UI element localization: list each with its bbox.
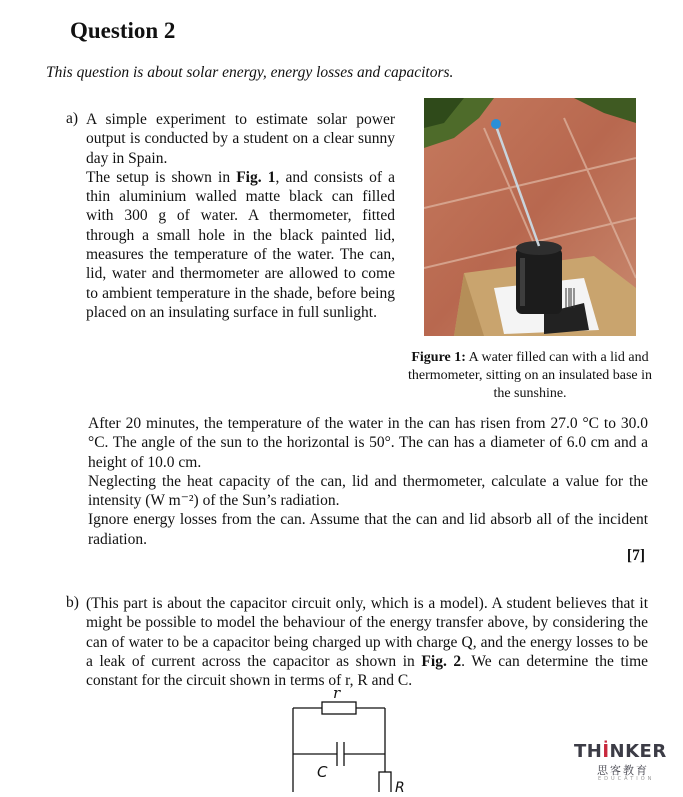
resistor-R-label: R: [395, 780, 405, 792]
figure-2-circuit: [285, 684, 425, 792]
part-a-sentence-1: A simple experiment to estimate solar power output is conducted by a student on a clear sunny day in Spain.: [86, 111, 395, 167]
question-title: Question 2: [70, 18, 176, 43]
logo-brand-accent: İ: [602, 741, 610, 762]
logo-chinese-text: 思客教育: [597, 764, 649, 777]
thinker-logo: [574, 741, 667, 762]
figure-1-caption: [408, 349, 652, 403]
part-b-text-2: . We can determine the time constant for the circuit shown in terms of r, R and C.: [86, 652, 649, 690]
part-b-text-1: (This part is about the capacitor circuit only, which is a model). A student believes that it might be possible to model the behaviour of the energy transfer above, by considering the can of water to be a capacitor being charged up with charge Q, and the energy losses to be a leak of current across the capacitor as shown in: [86, 595, 648, 670]
part-a-sentence-3: , and consists of a thin aluminium walled matte black can filled with 300 g of water. A thermometer, fitted through a small hole in the black painted lid, measures the temperature of the water. The can, lid, water and thermometer are allowed to come to ambient temperature in the shade, before being placed on an insulating surface in full sunlight.: [86, 168, 396, 321]
part-a-para-4: Ignore energy losses from the can. Assume that the can and lid absorb all of the incident radiation.: [88, 511, 648, 548]
capacitor-C-label: C: [317, 763, 328, 781]
part-a-sentence-2: The setup is shown in: [86, 168, 237, 186]
resistor-r-label: r: [333, 684, 341, 702]
logo-english-text: EDUCATION: [598, 776, 655, 782]
fig2-reference: Fig. 2: [421, 652, 462, 670]
logo-brand-post: NKER: [609, 741, 667, 762]
part-b-label: b): [66, 594, 79, 611]
part-a-label: a): [66, 110, 79, 127]
part-a-text: [86, 110, 395, 322]
part-b-text: [86, 594, 648, 690]
figure-1-label: Figure 1:: [411, 350, 466, 365]
part-a-data-paragraph: [88, 414, 648, 549]
fig1-reference: Fig. 1: [236, 168, 276, 186]
figure-1-photo: [424, 98, 636, 336]
part-a-para-2: After 20 minutes, the temperature of the water in the can has risen from 27.0 °C to 30.0 °C. The angle of the sun to the horizontal is 50°. The can has a diameter of 6.0 cm and a height of 10.0 cm.: [88, 415, 648, 471]
part-a-marks: [7]: [626, 547, 645, 564]
part-a-para-3: Neglecting the heat capacity of the can, lid and thermometer, calculate a value for the intensity (W m⁻²) of the Sun’s radiation.: [88, 472, 648, 510]
question-intro: This question is about solar energy, energy losses and capacitors.: [46, 64, 454, 81]
figure-1-caption-text: A water filled can with a lid and thermometer, sitting on an insulated base in the sunshine.: [408, 350, 652, 401]
logo-brand-pre: TH: [574, 741, 603, 762]
